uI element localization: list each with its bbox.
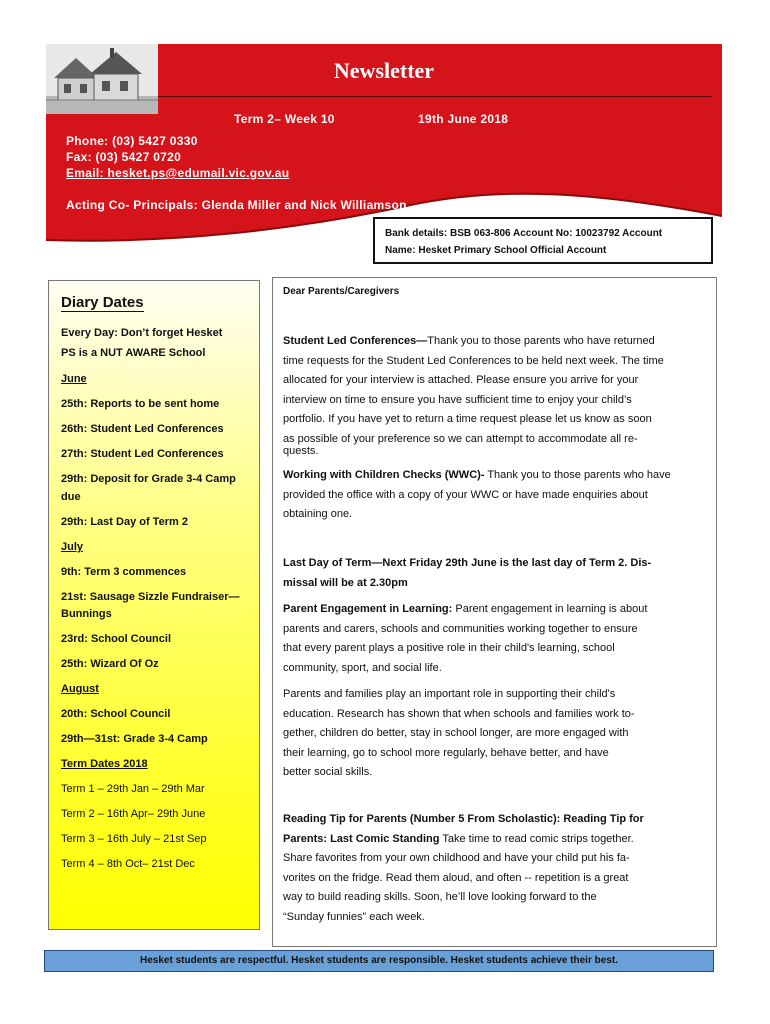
- diary-item: 29th: Deposit for Grade 3-4 Camp: [61, 473, 236, 485]
- pe-line: that every parent plays a positive role in their child's learning, school: [283, 642, 615, 655]
- main-content-panel: [272, 277, 717, 947]
- reading-tip-subheading: Parents: Last Comic Standing: [283, 832, 440, 845]
- families-line: their learning, go to school more regularly, behave better, and have: [283, 746, 609, 759]
- families-line: Parents and families play an important role in supporting their child's: [283, 688, 616, 700]
- wwc-line: obtaining one.: [283, 508, 353, 521]
- pe-line: community, sport, and social life.: [283, 661, 442, 674]
- email-link[interactable]: Email: hesket.ps@edumail.vic.gov.au: [66, 166, 290, 180]
- diary-dates-title: Diary Dates: [61, 294, 144, 311]
- wwc-line: Working with Children Checks (WWC)- Thank you to those parents who have: [283, 469, 671, 481]
- diary-item: 29th: Last Day of Term 2: [61, 516, 188, 528]
- diary-dates-panel: [48, 280, 260, 930]
- newsletter-header: [46, 44, 722, 244]
- newsletter-title: Newsletter: [333, 58, 435, 83]
- pe-line: Parent Engagement in Learning: Parent engagement in learning is about: [283, 603, 648, 615]
- pe-line: parents and carers, schools and communities working together to ensure: [283, 622, 638, 635]
- slc-line: quests.: [283, 445, 319, 457]
- school-motto-banner: Hesket students are respectful. Hesket students are responsible. Hesket students achieve their best.: [44, 950, 714, 972]
- school-building-photo: [46, 44, 158, 114]
- reading-tip-line: Parents: Last Comic Standing Take time to read comic strips together.: [283, 832, 634, 845]
- diary-month-july: July: [61, 541, 84, 553]
- term-date: Term 4 – 8th Oct– 21st Dec: [61, 858, 195, 870]
- diary-item: 29th—31st: Grade 3-4 Camp: [61, 733, 208, 745]
- last-day-notice: Last Day of Term—Next Friday 29th June is the last day of Term 2. Dis-: [283, 557, 652, 569]
- diary-item: 23rd: School Council: [61, 633, 172, 645]
- diary-item: Bunnings: [61, 608, 112, 620]
- reading-tip-line: “Sunday funnies” each week.: [283, 911, 425, 923]
- phone-number: Phone: (03) 5427 0330: [66, 134, 198, 148]
- diary-item: 20th: School Council: [61, 708, 171, 720]
- diary-item: 9th: Term 3 commences: [61, 566, 187, 578]
- reading-tip-line: Share favorites from your own childhood and have your child put his fa-: [283, 852, 630, 865]
- diary-item: due: [61, 491, 81, 503]
- diary-item: 27th: Student Led Conferences: [61, 448, 224, 460]
- last-day-notice: missal will be at 2.30pm: [283, 577, 408, 589]
- diary-month-august: August: [61, 683, 99, 695]
- slc-line: Student Led Conferences—Thank you to those parents who have returned: [283, 335, 655, 347]
- diary-item: 21st: Sausage Sizzle Fundraiser—: [61, 591, 240, 603]
- slc-line: time requests for the Student Led Conferences to be held next week. The time: [283, 354, 664, 367]
- wwc-heading: Working with Children Checks (WWC)-: [283, 469, 485, 481]
- wwc-line: provided the office with a copy of your WWC or have made enquiries about: [283, 488, 648, 501]
- bank-details: [373, 217, 713, 264]
- diary-item: 25th: Wizard Of Oz: [61, 658, 159, 670]
- term-dates-heading: Term Dates 2018: [61, 758, 148, 770]
- families-line: gether, children do better, stay in school longer, are more engaged with: [283, 727, 629, 740]
- slc-line: allocated for your interview is attached. Please ensure you arrive for your: [283, 374, 639, 387]
- slc-line: interview on time to ensure you have sufficient time to enjoy your child’s: [283, 393, 632, 406]
- reading-tip-line: way to build reading skills. Soon, he’ll love looking forward to the: [283, 891, 597, 904]
- diary-item: PS is a NUT AWARE School: [61, 347, 206, 359]
- acting-principals: Acting Co- Principals: Glenda Miller and Nick Williamson: [66, 198, 407, 212]
- reading-tip-line: vorites on the fridge. Read them aloud, and often -- repetition is a great: [283, 871, 629, 884]
- issue-date: 19th June 2018: [418, 112, 509, 126]
- reading-tip-heading: Reading Tip for Parents (Number 5 From Scholastic): Reading Tip for: [283, 813, 644, 825]
- diary-item: 25th: Reports to be sent home: [61, 398, 220, 410]
- term-date: Term 1 – 29th Jan – 29th Mar: [61, 783, 205, 795]
- slc-heading: Student Led Conferences—: [283, 335, 428, 347]
- slc-line: portfolio. If you have yet to return a time request please let us know as soon: [283, 413, 652, 426]
- diary-item: 26th: Student Led Conferences: [61, 423, 224, 435]
- term-week: Term 2– Week 10: [234, 112, 335, 126]
- fax-number: Fax: (03) 5427 0720: [66, 150, 182, 164]
- greeting: Dear Parents/Caregivers: [283, 286, 400, 297]
- term-date: Term 2 – 16th Apr– 29th June: [61, 808, 206, 820]
- families-line: better social skills.: [283, 766, 373, 779]
- term-date: Term 3 – 16th July – 21st Sep: [61, 833, 207, 845]
- pe-heading: Parent Engagement in Learning:: [283, 603, 453, 615]
- families-line: education. Research has shown that when schools and families work to-: [283, 707, 635, 720]
- diary-month-june: June: [61, 373, 87, 385]
- bank-details-line-2: Name: Hesket Primary School Official Account: [385, 245, 607, 256]
- slc-line: as possible of your preference so we can attempt to accommodate all re-: [283, 433, 638, 445]
- diary-item: Every Day: Don’t forget Hesket: [61, 327, 223, 339]
- bank-details-line-1: Bank details: BSB 063-806 Account No: 10023792 Account: [385, 228, 663, 239]
